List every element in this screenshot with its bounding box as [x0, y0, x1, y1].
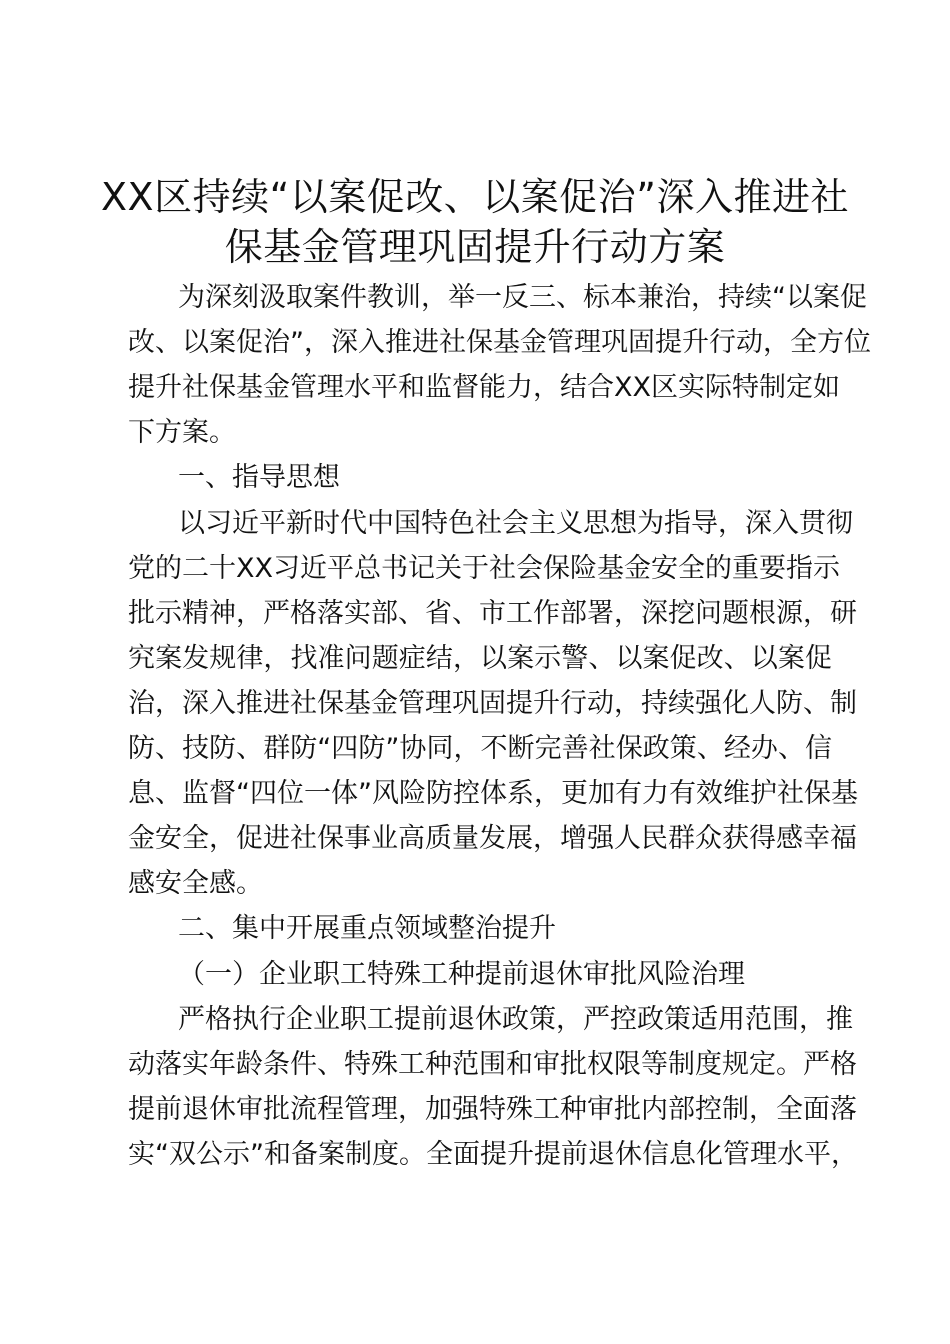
paragraph-line: 党的二十XX习近平总书记关于社会保险基金安全的重要指示 [128, 552, 840, 584]
paragraph-line: 提升社保基金管理水平和监督能力，结合XX区实际特制定如 [128, 372, 840, 404]
paragraph-line: 治，深入推进社保基金管理巩固提升行动，持续强化人防、制 [128, 687, 857, 719]
paragraph-line: 以习近平新时代中国特色社会主义思想为指导，深入贯彻 [178, 507, 853, 539]
paragraph-line: 下方案。 [128, 417, 236, 449]
section-heading-guiding-ideology: 一、指导思想 [178, 462, 340, 494]
paragraph-line: 金安全，促进社保事业高质量发展，增强人民群众获得感幸福 [128, 823, 857, 855]
paragraph-line: 动落实年龄条件、特殊工种范围和审批权限等制度规定。严格 [128, 1048, 857, 1080]
subsection-heading-early-retirement: （一）企业职工特殊工种提前退休审批风险治理 [178, 958, 745, 990]
paragraph-line: 批示精神，严格落实部、省、市工作部署，深挖问题根源，研 [128, 597, 857, 629]
document-title-line-1: XX区持续“以案促改、以案促治”深入推进社 [101, 175, 849, 219]
paragraph-line: 防、技防、群防“四防”协同，不断完善社保政策、经办、信 [128, 733, 832, 764]
paragraph-line: 感安全感。 [128, 868, 263, 900]
document-title-line-2: 保基金管理巩固提升行动方案 [224, 225, 726, 269]
paragraph-line: 息、监督“四位一体”风险防控体系，更加有力有效维护社保基 [128, 778, 858, 810]
paragraph-line: 为深刻汲取案件教训，举一反三、标本兼治，持续“以案促 [178, 282, 867, 313]
paragraph-line: 提前退休审批流程管理，加强特殊工种审批内部控制，全面落 [128, 1093, 857, 1125]
section-heading-key-areas: 二、集中开展重点领域整治提升 [178, 913, 556, 945]
paragraph-line: 实“双公示”和备案制度。全面提升提前退休信息化管理水平， [128, 1138, 858, 1170]
paragraph-line: 究案发规律，找准问题症结，以案示警、以案促改、以案促 [128, 642, 832, 674]
paragraph-line: 改、以案促治”，深入推进社保基金管理巩固提升行动，全方位 [128, 327, 871, 359]
paragraph-line: 严格执行企业职工提前退休政策，严控政策适用范围，推 [178, 1003, 853, 1035]
